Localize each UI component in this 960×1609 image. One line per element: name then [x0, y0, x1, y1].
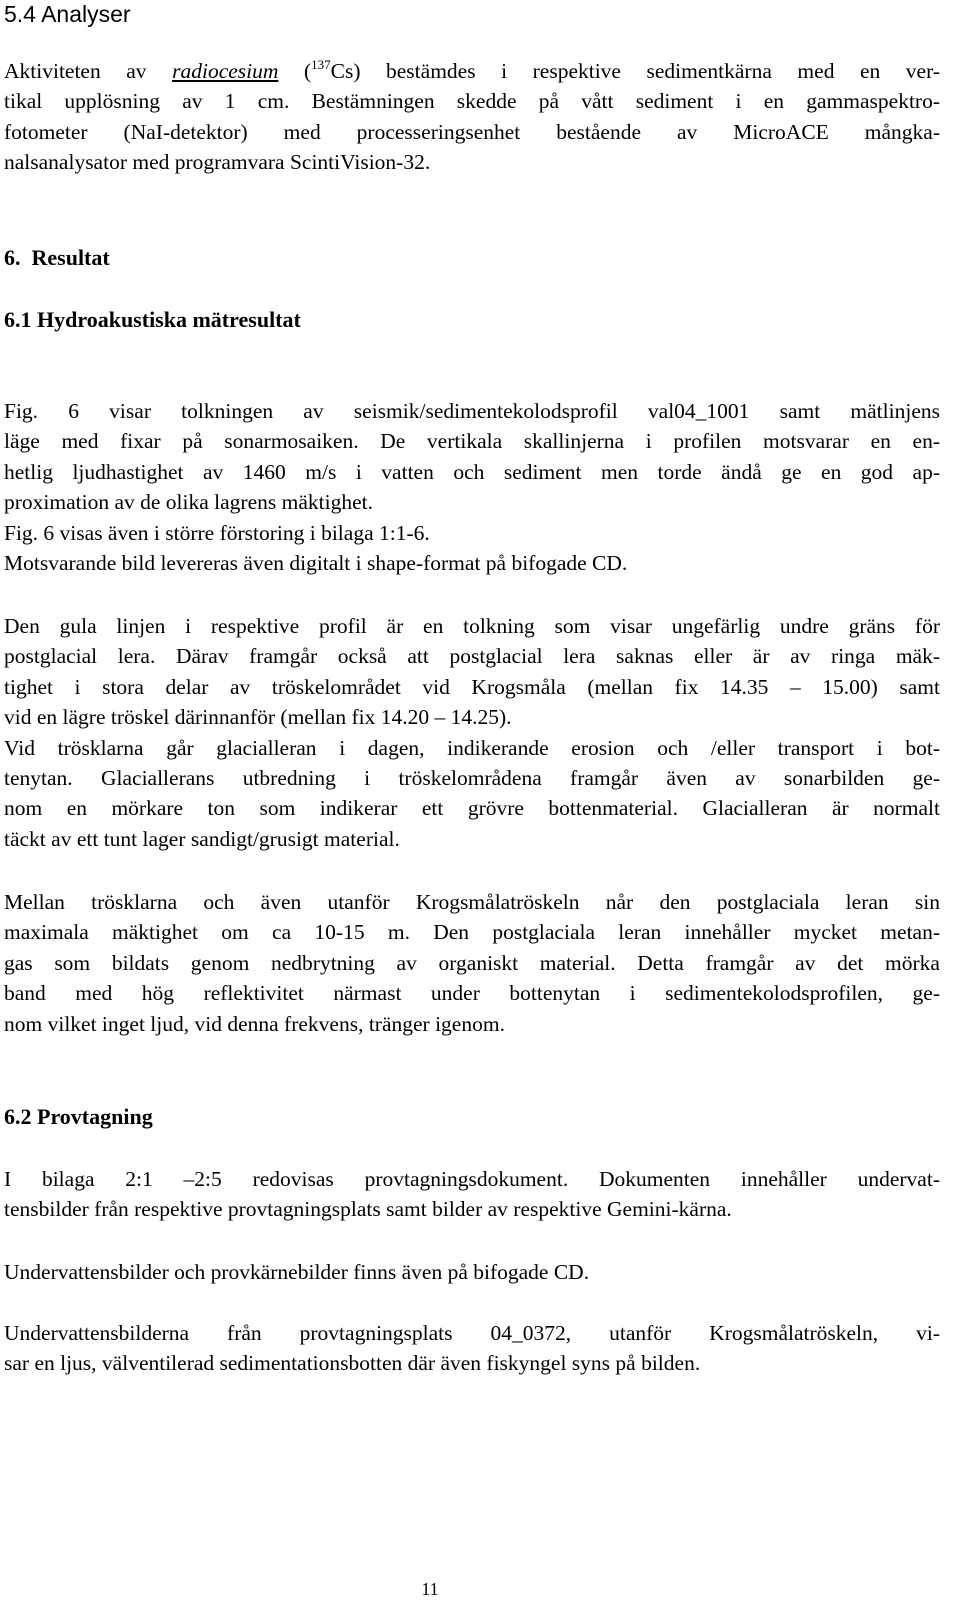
paragraph-6-1-b — [4, 611, 940, 854]
text-line: Undervattensbilder och provkärnebilder finns även på bifogade CD. — [4, 1260, 590, 1284]
text-line: Fig. 6 visar tolkningen av seismik/sedimentekolodsprofil val04_1001 samt mätlinjens — [4, 399, 940, 423]
text-line: tikal upplösning av 1 cm. Bestämningen skedde på vått sediment i en gammaspektro- — [4, 89, 940, 114]
text-line — [4, 763, 940, 793]
heading-text: 6. Resultat — [4, 245, 110, 270]
text-line — [4, 426, 940, 456]
text-line: täckt av ett tunt lager sandigt/grusigt material. — [4, 826, 400, 851]
text-line: vid en lägre tröskel därinnanför (mellan fix 14.20 – 14.25). — [4, 705, 512, 730]
text-segment: postglacial lera. — [4, 644, 156, 669]
section-heading-6-1: 6.1 Hydroakustiska mätresultat — [4, 307, 301, 332]
text-line — [4, 641, 940, 671]
text-segment: ( — [278, 59, 312, 83]
paragraph-6-1-a — [4, 396, 940, 578]
text-line: Den gula linjen i respektive profil är en tolkning som visar ungefärlig undre gräns för — [4, 614, 940, 638]
text-line: tighet i stora delar av tröskelområdet vid Krogsmåla (mellan fix 14.35 – 15.00) samt — [4, 674, 940, 699]
text-segment: Cs) bestämdes i respektive sedimentkärna med en ver- — [330, 59, 940, 83]
text-line: band med hög reflektivitet närmast under bottenytan i sedimentekolodsprofilen, ge- — [4, 981, 940, 1006]
text-line: sar en ljus, välventilerad sedimentationsbotten där även fiskyngel syns på bilden. — [4, 1351, 701, 1376]
text-segment: gas som bildats genom nedbrytning av organiskt material. — [4, 950, 616, 975]
page-number: 11 — [421, 1579, 439, 1599]
text-segment: De vertikala skallinjerna i profilen motsvarar en en- — [358, 429, 940, 454]
text-segment: Aktiviteten av — [4, 59, 173, 83]
paragraph-6-2-b — [4, 1257, 940, 1287]
text-line — [4, 948, 940, 978]
text-line: Undervattensbilderna från provtagningsplats 04_0372, utanför Krogsmålatröskeln, vi- — [4, 1321, 940, 1345]
paragraph-6-2-c — [4, 1318, 940, 1379]
text-line: nalsanalysator med programvara ScintiVision-32. — [4, 150, 431, 175]
text-line — [4, 1164, 940, 1194]
paragraph-analyser — [4, 56, 940, 178]
text-segment: Glaciallerans utbredning i tröskelområdena framgår även av sonarbilden ge- — [72, 766, 940, 791]
text-line: tensbilder från respektive provtagningsplats samt bilder av respektive Gemini-kärna. — [4, 1197, 732, 1222]
text-line: fotometer (NaI-detektor) med processeringsenhet bestående av MicroACE mångka- — [4, 119, 940, 144]
text-line: Mellan trösklarna och även utanför Krogsmålatröskeln når den postglaciala leran sin — [4, 890, 940, 914]
radiocesium-link[interactable]: radiocesium — [172, 59, 279, 83]
text-line: Fig. 6 visas även i större förstoring i bilaga 1:1-6. — [4, 520, 430, 545]
section-heading-5-4: 5.4 Analyser — [4, 1, 131, 27]
text-line: proximation av de olika lagrens mäktighet. — [4, 490, 373, 515]
text-line: nom vilket inget ljud, vid denna frekvens, tränger igenom. — [4, 1011, 505, 1036]
paragraph-6-1-c — [4, 887, 940, 1039]
text-segment: Dokumenten innehåller undervat- — [568, 1167, 940, 1191]
text-line — [4, 56, 940, 86]
text-segment: Därav framgår också att postglacial lera saknas eller är av ringa mäk- — [155, 644, 941, 669]
text-segment: I bilaga 2:1 –2:5 redovisas provtagningsdokument. — [4, 1167, 569, 1191]
text-segment: maximala mäktighet om ca 10-15 m. — [4, 920, 410, 945]
text-line: Vid trösklarna går glacialleran i dagen, indikerande erosion och /eller transport i bot- — [4, 735, 940, 760]
text-segment: tenytan. — [4, 766, 73, 791]
superscript-137: 137 — [311, 57, 331, 72]
section-heading-6 — [4, 244, 940, 272]
text-line — [4, 917, 940, 947]
section-heading-6-2: 6.2 Provtagning — [4, 1104, 153, 1129]
text-segment: läge med fixar på sonarmosaiken. — [4, 429, 359, 454]
text-line — [4, 793, 940, 823]
text-line: hetlig ljudhastighet av 1460 m/s i vatten och sediment men torde ändå ge en god ap- — [4, 459, 940, 484]
text-segment: Den postglaciala leran innehåller mycket metan- — [409, 920, 940, 945]
text-segment: Detta framgår av det mörka — [615, 950, 940, 975]
text-segment: nom en mörkare ton som indikerar ett grövre bottenmaterial. — [4, 796, 678, 821]
text-line: Motsvarande bild levereras även digitalt i shape-format på bifogade CD. — [4, 551, 628, 576]
paragraph-6-2-a — [4, 1164, 940, 1225]
text-segment: Glacialleran är normalt — [677, 796, 940, 821]
